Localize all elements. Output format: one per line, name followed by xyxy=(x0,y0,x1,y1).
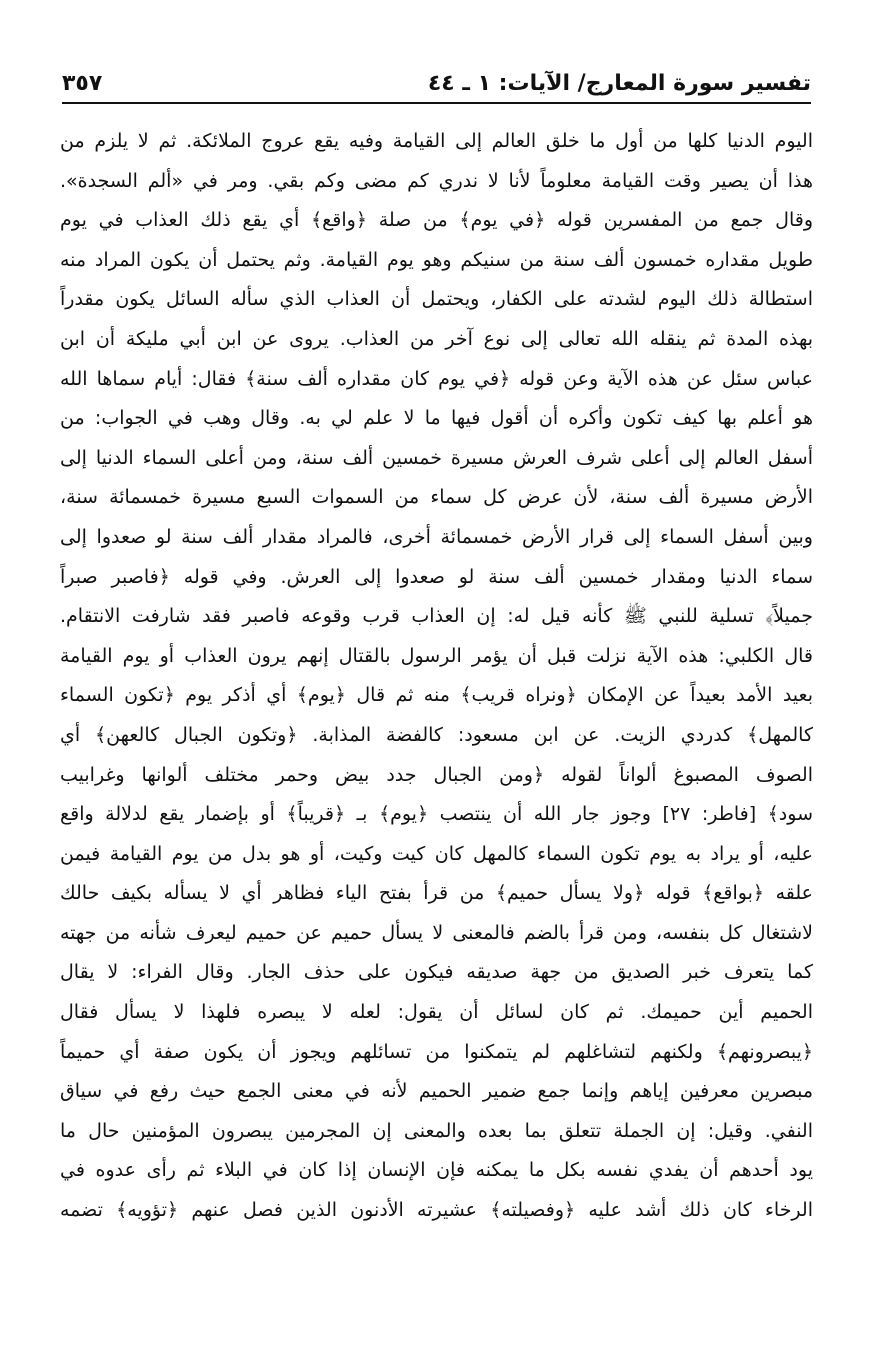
text-line: بهذه المدة ثم ينقله الله تعالى إلى نوع آخر من العذاب. يروى عن ابن أبي مليكة أن ابن xyxy=(60,327,813,350)
text-line: النفي. وقيل: إن الجملة تتعلق بما بعده والمعنى إن المجرمين يبصرون المؤمنين حال ما xyxy=(60,1119,813,1142)
text-line: أسفل العالم إلى أعلى شرف العرش مسيرة خمسين ألف سنة، ومن أعلى السماء الدنيا إلى xyxy=(60,446,813,469)
text-line: كالمهل﴾ كدردي الزيت. عن ابن مسعود: كالفضة المذابة. ﴿وتكون الجبال كالعهن﴾ أي xyxy=(60,723,813,746)
text-line: مبصرين معرفين إياهم وإنما جمع ضمير الحميم لأنه في معنى الجمع حيث رفع في سياق xyxy=(60,1080,813,1103)
page-header xyxy=(62,62,811,104)
text-line: اليوم الدنيا كلها من أول ما خلق العالم إلى القيامة وفيه يقع عروج الملائكة. ثم لا يلزم من xyxy=(60,130,813,152)
text-line: سماء الدنيا ومقدار خمسين ألف سنة لو صعدوا إلى العرش. وفي قوله ﴿فاصبر صبراً xyxy=(60,565,813,588)
text-line: طويل مقداره خمسون ألف سنة من سنيكم وهو يوم القيامة. وثم يحتمل أن يكون المراد منه xyxy=(60,248,813,271)
text-line: استطالة ذلك اليوم لشدته على الكفار، ويحتمل أن العذاب الذي سأله السائل يكون مقدراً xyxy=(60,288,813,311)
text-line: جميلاً﴾ تسلية للنبي ﷺ كأنه قيل له: إن العذاب قرب وقوعه فاصبر فقد شارفت الانتقام. xyxy=(60,605,813,628)
text-line: ﴿يبصرونهم﴾ ولكنهم لتشاغلهم لم يتمكنوا من تسائلهم ويجوز أن يكون صفة أي حميماً xyxy=(60,1040,813,1063)
page-number: ٣٥٧ xyxy=(62,71,103,96)
text-line: هذا أن يصير وقت القيامة معلوماً لأنا لا ندري كم مضى وكم بقي. ومر في «ألم السجدة». xyxy=(60,169,813,192)
text-line: سود﴾ [فاطر: ٢٧] وجوز جار الله أن ينتصب ﴿يوم﴾ بـ ﴿قريباً﴾ أو بإضمار يقع لدلالة واقع xyxy=(60,803,813,826)
text-line: وبين أسفل السماء إلى قرار الأرض خمسمائة أخرى، فالمراد مقدار ألف سنة لو صعدوا إلى xyxy=(60,525,813,548)
text-line: وقال جمع من المفسرين قوله ﴿في يوم﴾ من صلة ﴿واقع﴾ أي يقع ذلك العذاب في يوم xyxy=(60,209,813,232)
running-title: تفسير سورة المعارج/ الآيات: ١ ـ ٤٤ xyxy=(427,71,811,96)
text-line: الأرض مسيرة ألف سنة، لأن عرض كل سماء من السموات السبع مسيرة خمسمائة سنة، xyxy=(60,486,813,509)
text-line: عليه، أو يراد به يوم تكون السماء كالمهل كان كيت وكيت، أو هو بدل من يوم القيامة فيمن xyxy=(60,842,813,865)
text-line: قال الكلبي: هذه الآية نزلت قبل أن يؤمر الرسول بالقتال إنهم يرون العذاب أو يوم القيامة xyxy=(60,644,813,667)
text-line: لاشتغال كل بنفسه، ومن قرأ بالضم فالمعنى لا يسأل حميم عن حميم ليعرف شأنه من جهته xyxy=(60,921,813,944)
body-text xyxy=(60,122,813,1231)
text-line: هو أعلم بها كيف تكون وأكره أن أقول فيها ما لا علم لي به. وقال وهب في الجواب: من xyxy=(60,407,813,430)
text-line: الصوف المصبوغ ألواناً لقوله ﴿ومن الجبال جدد بيض وحمر مختلف ألوانها وغرابيب xyxy=(60,763,813,786)
text-line: الحميم أين حميمك. ثم كان لسائل أن يقول: لعله لا يبصره فلهذا لا يسأل فقال xyxy=(60,1001,813,1024)
text-line: علقه ﴿بواقع﴾ قوله ﴿ولا يسأل حميم﴾ من قرأ بفتح الياء فظاهر أي لا يسأله بكيف حالك xyxy=(60,882,813,905)
text-line: عباس سئل عن هذه الآية وعن قوله ﴿في يوم كان مقداره ألف سنة﴾ فقال: أيام سماها الله xyxy=(60,367,813,390)
text-line: بعيد الأمد بعيداً عن الإمكان ﴿ونراه قريب﴾ منه ثم قال ﴿يوم﴾ أي أذكر يوم ﴿تكون السماء xyxy=(60,684,813,707)
text-line: كما يتعرف خبر الصديق من جهة صديقه فيكون على حذف الجار. وقال الفراء: لا يقال xyxy=(60,961,813,984)
text-line: الرخاء كان ذلك أشد عليه ﴿وفصيلته﴾ عشيرته الأدنون الذين فصل عنهم ﴿تؤويه﴾ تضمه xyxy=(60,1199,813,1222)
text-line: يود أحدهم أن يفدي نفسه بكل ما يمكنه فإن الإنسان إذا كان في البلاء ثم رأى عدوه في xyxy=(60,1159,813,1182)
